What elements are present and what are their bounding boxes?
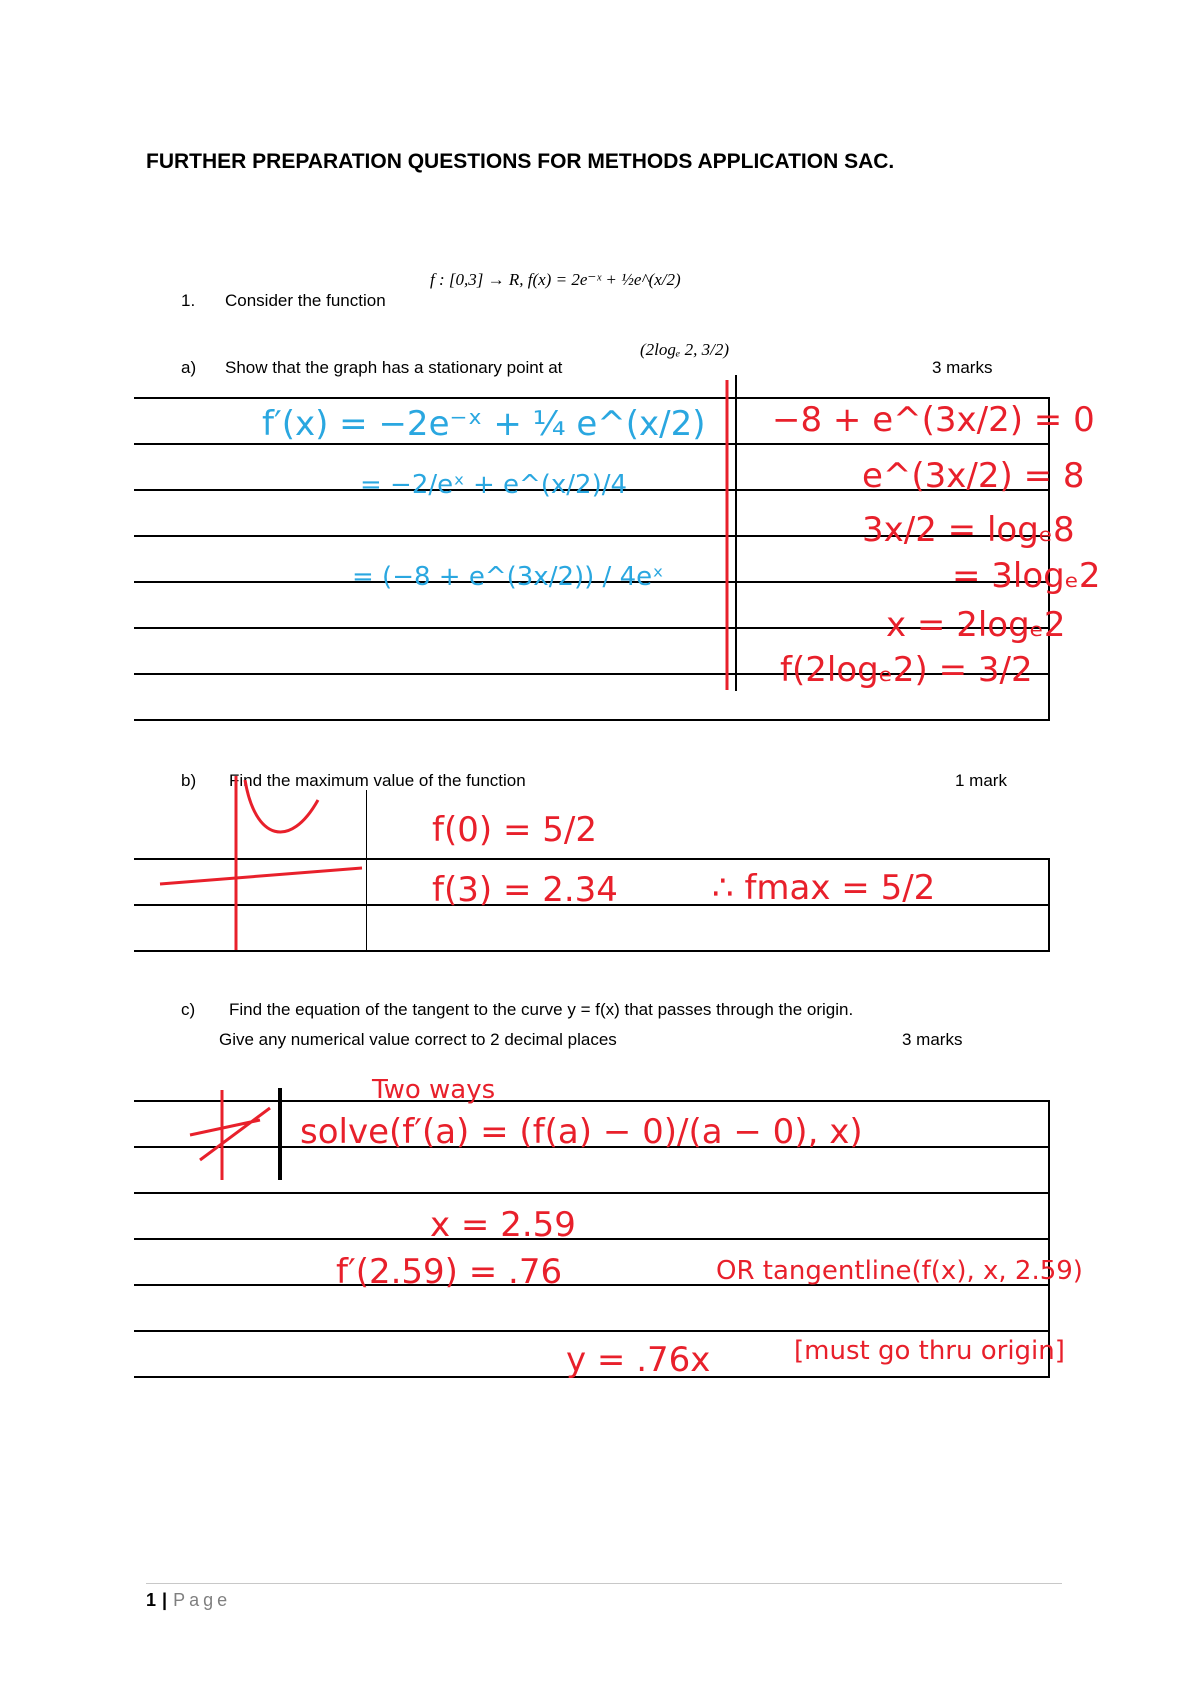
part-a-label: a) bbox=[181, 358, 197, 377]
sketch-curve bbox=[245, 780, 318, 832]
question-intro: Consider the function bbox=[225, 291, 386, 310]
part-c-label: c) bbox=[181, 1000, 196, 1019]
sketch-scribble bbox=[190, 1090, 270, 1180]
part-b-text: Find the maximum value of the function bbox=[229, 771, 526, 790]
hw-working-line: x = 2.59 bbox=[430, 1205, 576, 1245]
hw-working-line: f′(2.59) = .76 bbox=[336, 1252, 563, 1292]
hw-working-line: Two ways bbox=[372, 1075, 496, 1105]
footer-separator: | bbox=[162, 1590, 168, 1610]
hw-working-line: ∴ fmax = 5/2 bbox=[712, 868, 936, 908]
page-number: 1 bbox=[146, 1590, 157, 1610]
hw-working-line: y = .76x bbox=[566, 1340, 711, 1380]
hw-working-line: = (−8 + e^(3x/2)) / 4eˣ bbox=[352, 562, 664, 592]
part-c-marks: 3 marks bbox=[902, 1030, 963, 1049]
hw-working-line: e^(3x/2) = 8 bbox=[862, 456, 1085, 496]
part-b-label: b) bbox=[181, 771, 197, 790]
page-footer bbox=[146, 1590, 231, 1611]
hw-working-line: x = 2logₑ2 bbox=[886, 605, 1066, 645]
part-b-marks: 1 mark bbox=[955, 771, 1007, 790]
page-title: FURTHER PREPARATION QUESTIONS FOR METHODS APPLICATION SAC. bbox=[146, 150, 895, 173]
hw-working-line: = −2/eˣ + e^(x/2)/4 bbox=[360, 470, 628, 500]
hw-working-line: = 3logₑ2 bbox=[952, 556, 1101, 596]
hw-working-line: 3x/2 = logₑ8 bbox=[862, 510, 1075, 550]
function-definition: f : [0,3] → R, f(x) = 2e⁻ˣ + ½e^(x/2) bbox=[430, 270, 681, 289]
hw-working-line: OR tangentline(f(x), x, 2.59) bbox=[716, 1256, 1083, 1286]
hw-working-line: f(2logₑ2) = 3/2 bbox=[780, 650, 1033, 690]
part-a-text: Show that the graph has a stationary point at bbox=[225, 358, 563, 377]
hw-working-line: f(0) = 5/2 bbox=[432, 810, 597, 850]
hw-working-line: f′(x) = −2e⁻ˣ + ¼ e^(x/2) bbox=[262, 404, 706, 444]
stationary-point: (2logₑ 2, 3/2) bbox=[640, 340, 729, 359]
hw-working-line: f(3) = 2.34 bbox=[432, 870, 618, 910]
part-c-text-2: Give any numerical value correct to 2 decimal places bbox=[219, 1030, 617, 1049]
hw-working-line: −8 + e^(3x/2) = 0 bbox=[772, 400, 1095, 440]
footer-rule bbox=[146, 1583, 1062, 1584]
sketch-axis-x bbox=[160, 868, 362, 884]
question-number: 1. bbox=[181, 291, 196, 310]
page-label: Page bbox=[173, 1590, 232, 1610]
hw-working-line: solve(f′(a) = (f(a) − 0)/(a − 0), x) bbox=[300, 1112, 863, 1152]
hw-working-line: [must go thru origin] bbox=[794, 1336, 1065, 1366]
part-a-marks: 3 marks bbox=[932, 358, 993, 377]
part-c-text: Find the equation of the tangent to the curve y = f(x) that passes through the origin. bbox=[229, 1000, 854, 1019]
